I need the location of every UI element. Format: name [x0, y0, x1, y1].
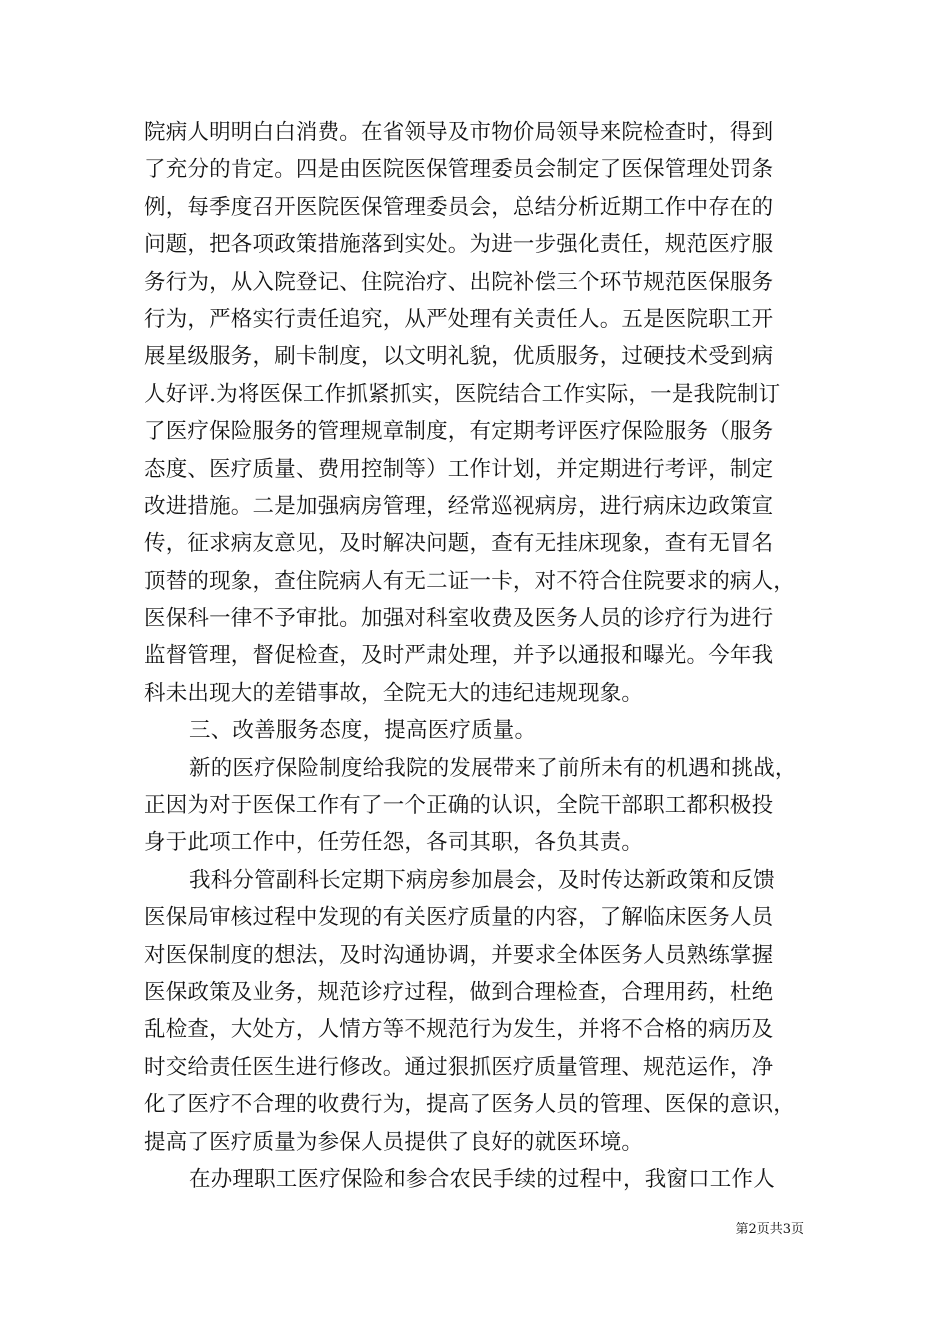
- text-line: 人好评.为将医保工作抓紧抓实，医院结合工作实际，一是我院制订: [144, 381, 781, 407]
- text-line: 在办理职工医疗保险和参合农民手续的过程中，我窗口工作人: [189, 1166, 775, 1192]
- text-line: 顶替的现象，查住院病人有无二证一卡，对不符合住院要求的病人，: [144, 568, 796, 594]
- text-line: 三、改善服务态度，提高医疗质量。: [189, 718, 537, 744]
- text-line: 化了医疗不合理的收费行为，提高了医务人员的管理、医保的意识，: [144, 1092, 796, 1118]
- text-line: 医保科一律不予审批。加强对科室收费及医务人员的诊疗行为进行: [144, 606, 774, 632]
- text-line: 传，征求病友意见，及时解决问题，查有无挂床现象，查有无冒名: [144, 531, 774, 557]
- text-line: 身于此项工作中，任劳任怨，各司其职，各负其责。: [144, 830, 644, 856]
- text-line: 例，每季度召开医院医保管理委员会，总结分析近期工作中存在的: [144, 194, 774, 220]
- text-line: 院病人明明白白消费。在省领导及市物价局领导来院检查时，得到: [144, 120, 774, 145]
- text-line: 了充分的肯定。四是由医院医保管理委员会制定了医保管理处罚条: [144, 157, 774, 183]
- text-line: 乱检查，大处方，人情方等不规范行为发生，并将不合格的病历及: [144, 1017, 774, 1043]
- document-body: [144, 114, 820, 1198]
- text-line: 正因为对于医保工作有了一个正确的认识，全院干部职工都积极投: [144, 793, 774, 819]
- text-line: 态度、医疗质量、费用控制等）工作计划，并定期进行考评，制定: [144, 456, 774, 482]
- text-line: 务行为，从入院登记、住院治疗、出院补偿三个环节规范医保服务: [144, 269, 774, 295]
- text-line: 改进措施。二是加强病房管理，经常巡视病房，进行病床边政策宣: [144, 493, 774, 519]
- text-line: 对医保制度的想法，及时沟通协调，并要求全体医务人员熟练掌握: [144, 942, 774, 968]
- text-line: 了医疗保险服务的管理规章制度，有定期考评医疗保险服务（服务: [144, 419, 774, 445]
- text-line: 监督管理，督促检查，及时严肃处理，并予以通报和曝光。今年我: [144, 643, 774, 669]
- text-line: 时交给责任医生进行修改。通过狠抓医疗质量管理、规范运作，净: [144, 1054, 774, 1080]
- text-line: 展星级服务，刷卡制度，以文明礼貌，优质服务，过硬技术受到病: [144, 344, 774, 370]
- page-number-footer: 第2页共3页: [735, 1222, 804, 1237]
- text-line: 提高了医疗质量为参保人员提供了良好的就医环境。: [144, 1129, 644, 1155]
- text-line: 问题，把各项政策措施落到实处。为进一步强化责任，规范医疗服: [144, 232, 774, 258]
- text-line: 新的医疗保险制度给我院的发展带来了前所未有的机遇和挑战，: [189, 755, 797, 781]
- text-line: 医保政策及业务，规范诊疗过程，做到合理检查，合理用药，杜绝: [144, 979, 774, 1005]
- text-line: 医保局审核过程中发现的有关医疗质量的内容，了解临床医务人员: [144, 905, 774, 931]
- text-line: 我科分管副科长定期下病房参加晨会，及时传达新政策和反馈: [189, 867, 775, 893]
- text-line: 科未出现大的差错事故，全院无大的违纪违规现象。: [144, 680, 644, 706]
- text-line: 行为，严格实行责任追究，从严处理有关责任人。五是医院职工开: [144, 306, 774, 332]
